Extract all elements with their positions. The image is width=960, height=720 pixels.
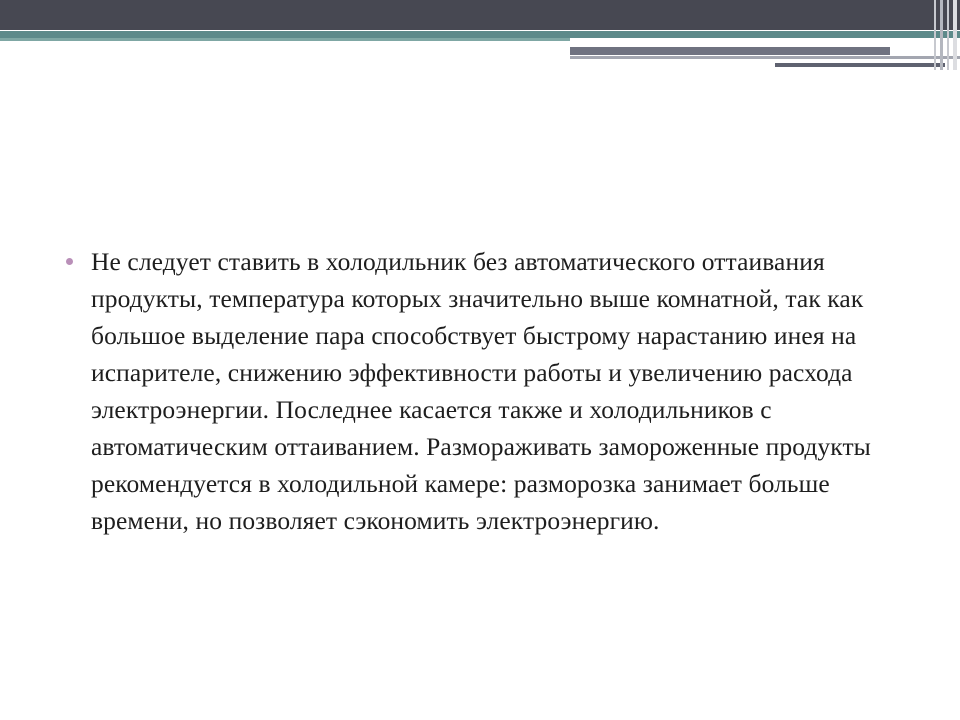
vertical-bar (947, 0, 949, 70)
header-teal-stripe (0, 31, 960, 38)
header-slate-stripe (570, 47, 890, 55)
header-teal-thin-stripe (0, 38, 570, 41)
slide-body (66, 243, 916, 539)
vertical-bar (934, 0, 936, 70)
vertical-bar (940, 0, 943, 70)
bullet-text: Не следует ставить в холодильник без автоматического оттаивания продукты, температура которых значительно выше комнатной, так как большое выделение пара способствует быстрому нарастанию инея на испарителе, снижению эффективности работы и увеличению расхода электроэнергии. Последнее касается также и холодильников с автоматическим оттаиванием. Размораживать замороженные продукты рекомендуется в холодильной камере: разморозка занимает больше времени, но позволяет сэкономить электроэнергию. (91, 247, 871, 535)
bullet-item (66, 243, 916, 539)
header-short-stripe (775, 63, 945, 67)
header-dark-band (0, 0, 960, 30)
header-light-stripe (570, 56, 960, 59)
bullet-dot-icon (66, 258, 73, 265)
header-vertical-bars (930, 0, 960, 70)
vertical-bar (953, 0, 957, 70)
